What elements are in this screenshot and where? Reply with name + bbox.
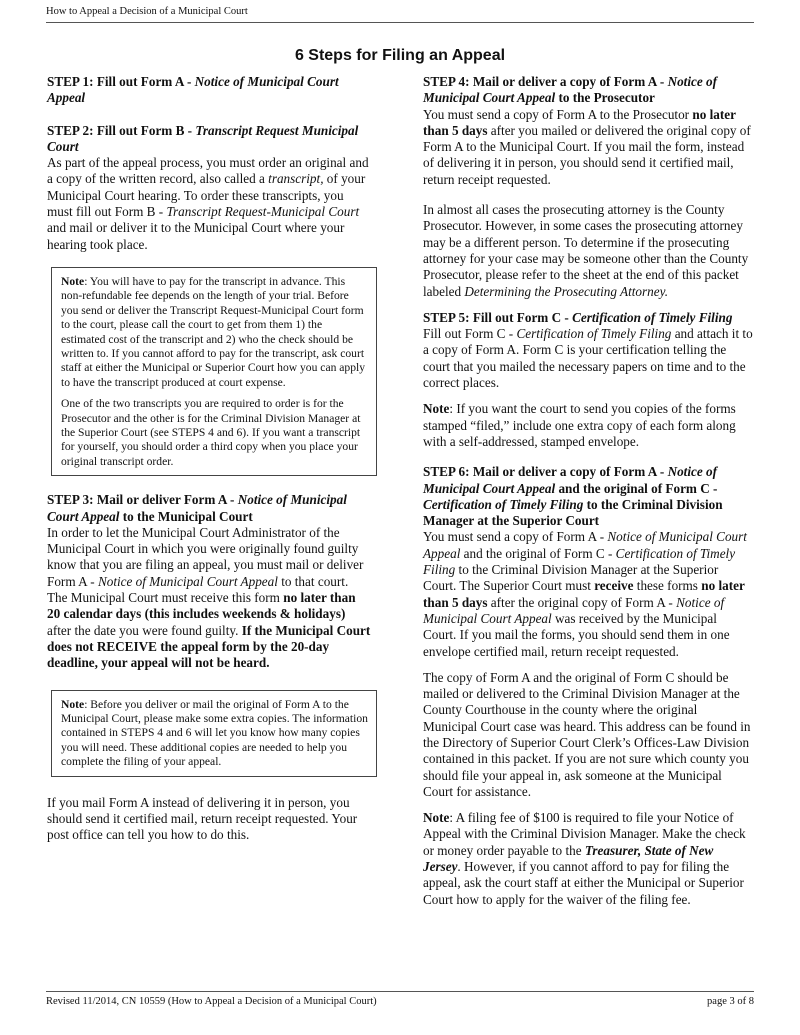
running-header: How to Appeal a Decision of a Municipal Court [46,6,248,17]
step-2-heading: STEP 2: Fill out Form B - Transcript Request Municipal Court [47,122,359,154]
step-5-body: Fill out Form C - Certification of Timely Filing and attach it to a copy of Form A. Form C is your certification telling the court that you mailed the necessary papers on time and to the correct places. [423,326,753,391]
prosecutor-paragraph: In almost all cases the prosecuting attorney is the County Prosecutor. However, in some cases the prosecuting attorney may be a different person. To determine if the prosecuting attorney for your case may be someone other than the County Prosecutor, please refer to the sheet at the end of this packet labeled Determining the Prosecuting Attorney. [423,202,749,299]
left-column [47,74,371,853]
footer-rule [46,991,754,992]
step-5-note: Note: If you want the court to send you copies of the forms stamped “filed,” include one extra copy of each form along with a self-addressed, stamped envelope. [423,401,736,449]
transcript-note-box [51,267,377,476]
step-3-body: In order to let the Municipal Court Administrator of the Municipal Court in which you were originally found guilty know that you are filing an appeal, you must mail or deliver Form A - Notice of Municipal Court Appeal to that court. The Municipal Court must receive this form no later than 20 calendar days (this includes weekends & holidays) after the date you were found guilty. If the Municipal Court does not RECEIVE the appeal form by the 20-day deadline, your appeal will not be heard. [47,524,371,671]
step-2-body: As part of the appeal process, you must order an original and a copy of the written record, also called a transcript, of your Municipal Court hearing. To order these transcripts, you must fill out Form B - Transcript Request-Municipal Court and mail or deliver it to the Municipal Court where your hearing took place. [47,155,369,252]
filing-fee-note: Note: A filing fee of $100 is required to file your Notice of Appeal with the Criminal Division Manager. Make the check or money order payable to the Treasurer, State of New Jersey. However, if you cannot afford to pay for filing the appeal, ask the court staff at either the Municipal or Superior Court how to apply for the waiver of the filing fee. [423,810,746,907]
step-3-heading: STEP 3: Mail or deliver Form A - Notice of Municipal Court Appeal to the Municipal Court [47,492,347,524]
footer-revision: Revised 11/2014, CN 10559 (How to Appeal a Decision of a Municipal Court) [46,996,377,1007]
copies-note-box [51,690,377,777]
step-5-heading: STEP 5: Fill out Form C - Certification of Timely Filing [423,309,733,325]
step-4-heading: STEP 4: Mail or deliver a copy of Form A - Notice of Municipal Court Appeal to the Prosecutor [423,74,717,106]
right-column [423,74,753,918]
header-rule [46,22,754,23]
step-6-body: You must send a copy of Form A - Notice of Municipal Court Appeal and the original of Form C - Certification of Timely Filing to the Criminal Division Manager at the Superior Court. The Superior Court must receive these forms no later than 5 days after the original copy of Form A - Notice of Municipal Court Appeal was received by the Municipal Court. If you mail the forms, you should send them in one envelope certified mail, return receipt requested. [423,529,747,659]
transcript-note-second: One of the two transcripts you are required to order is for the Prosecutor and the other is for the Criminal Division Manager at the Superior Court (see STEPS 4 and 6). If you want a transcript for yourself, you should order a third copy when you place your original transcript order. [61,397,361,468]
step-1-heading: STEP 1: Fill out Form A - Notice of Municipal Court Appeal [47,74,339,106]
certified-mail-paragraph: If you mail Form A instead of delivering it in person, you should send it certified mail, return receipt requested. Your post office can tell you how to do this. [47,794,358,843]
copies-note-text: Note: Before you deliver or mail the original of Form A to the Municipal Court, please make some extra copies. The information contained in STEPS 4 and 6 will let you know how many copies you will need. These additional copies are needed to help you complete the filing of your appeal. [61,697,368,769]
page-title: 6 Steps for Filing an Appeal [294,47,506,64]
step-4-body: You must send a copy of Form A to the Prosecutor no later than 5 days after you mailed or delivered the original copy of Form A to the Municipal Court. If you mail the form, instead of delivering it in person, you should send it certified mail, return receipt requested. [423,106,751,187]
criminal-division-paragraph: The copy of Form A and the original of Form C should be mailed or delivered to the Criminal Division Manager at the County Courthouse in the county where the original Municipal Court case was heard. This address can be found in the Directory of Superior Court Clerk’s Offices-Law Division contained in this packet. If you are not sure which county you should file your appeal in, ask someone at the Municipal Court for assistance. [423,669,751,799]
footer-page-number: page 3 of 8 [707,996,754,1007]
transcript-note-text: Note: You will have to pay for the transcript in advance. This non-refundable fee depends on the length of your trial. Before you send or deliver the Transcript Request-Municipal Court form to the court, please call the court to get from them 1) the estimated cost of the transcript and 2) who the check should be written to. If you cannot afford to pay for the transcript, ask court staff at either the Municipal or Superior Court how you can apply to have the transcript produced at court expense. [61,274,366,389]
step-6-heading: STEP 6: Mail or deliver a copy of Form A - Notice of Municipal Court Appeal and the original of Form C - Certification of Timely Filing to the Criminal Division Manager at the Superior Court [423,464,723,529]
